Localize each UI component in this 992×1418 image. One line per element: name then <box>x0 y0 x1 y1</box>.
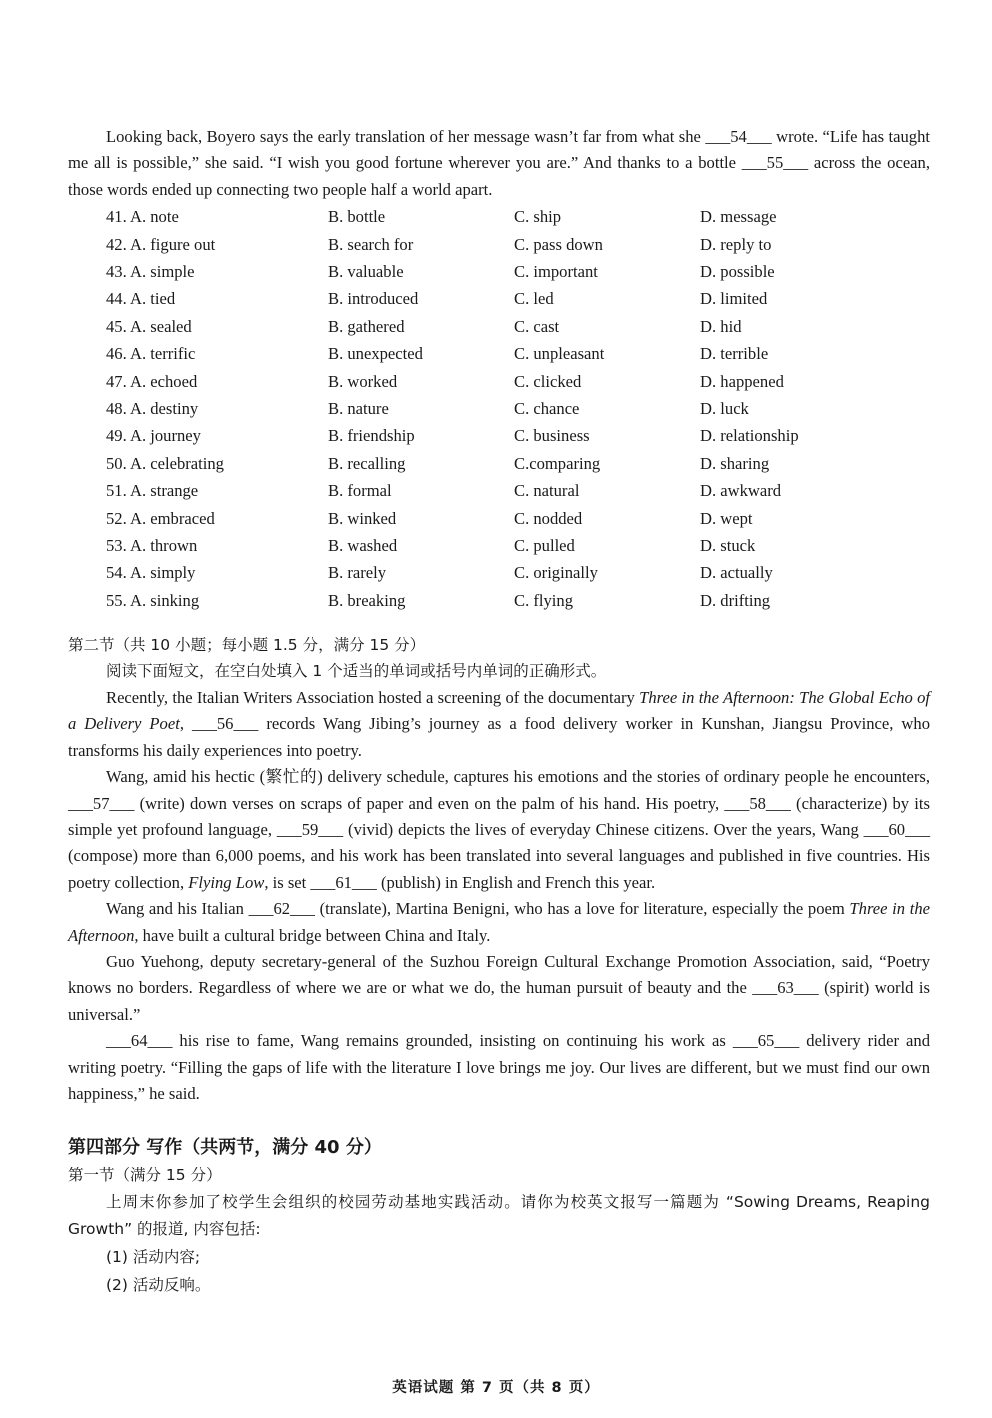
option-b: B. introduced <box>328 289 419 309</box>
option-row <box>106 505 930 532</box>
option-a: 50. A. celebrating <box>106 453 224 473</box>
option-b: B. friendship <box>328 426 415 446</box>
option-c: C. pulled <box>514 535 575 555</box>
option-d: D. reply to <box>700 234 772 254</box>
option-d: D. stuck <box>700 535 756 555</box>
option-d: D. relationship <box>700 426 799 446</box>
option-row <box>106 559 930 586</box>
option-a: 42. A. figure out <box>106 234 216 254</box>
passage-closing-paragraph: Looking back, Boyero says the early translation of her message wasn’t far from what she ___54___ wrote. “Life has taught me all is possible,” she said. “I wish you good fortune wherever you are.” And thanks to a bottle ___55___ across the ocean, those words ended up connecting two people half a world apart. <box>68 127 930 199</box>
option-c: C. unpleasant <box>514 344 605 364</box>
option-row <box>106 231 930 258</box>
options-list <box>106 203 930 614</box>
option-d: D. limited <box>700 289 768 309</box>
option-c: C. natural <box>514 481 580 501</box>
option-row <box>106 258 930 285</box>
option-row <box>106 285 930 312</box>
option-a: 44. A. tied <box>106 289 176 309</box>
prompt-item-1: (1) 活动内容; <box>106 1247 201 1266</box>
option-d: D. happened <box>700 371 784 391</box>
option-b: B. unexpected <box>328 344 423 364</box>
option-b: B. bottle <box>328 207 386 227</box>
part-4-section-1: 第一节（满分 15 分） <box>68 1166 222 1185</box>
option-row <box>106 422 930 449</box>
option-c: C. pass down <box>514 234 603 254</box>
page-footer: 英语试题 第 7 页（共 8 页） <box>392 1380 600 1396</box>
option-d: D. drifting <box>700 590 771 610</box>
article-paragraph-5: ___64___ his rise to fame, Wang remains grounded, insisting on continuing his work as ___65___ delivery rider and writing poetry. “Filling the gaps of life with the literature I love brings me joy. Our lives are different, but we must find our own happiness,” he said. <box>68 1031 930 1103</box>
option-d: D. terrible <box>700 344 769 364</box>
option-c: C. flying <box>514 590 574 610</box>
part-4-title: 第四部分 写作（共两节，满分 40 分） <box>68 1137 382 1159</box>
option-d: D. possible <box>700 262 775 281</box>
option-c: C. business <box>514 426 590 446</box>
option-c: C. chance <box>514 398 580 418</box>
option-c: C. nodded <box>514 508 583 528</box>
article-p2-pre: Wang, amid his hectic (繁忙的) delivery schedule, captures his emotions and the stories of ordinary people he encounters, ___57___ (write) down verses on scraps of paper and even on the palm of his hand. His poetry, ___58___ (characterize) by its simple yet profound language, ___59___ (vivid) depicts the lives of everyday Chinese citizens. Over the years, Wang ___60___ (compose) more than 6,000 poems, and his work has been translated into several languages and published in five countries. His poetry collection, <box>68 767 930 892</box>
option-a: 54. A. simply <box>106 563 196 583</box>
option-d: D. actually <box>700 563 773 583</box>
option-a: 47. A. echoed <box>106 371 198 391</box>
collection-title: Flying Low <box>188 872 265 892</box>
option-c: C. originally <box>514 563 598 583</box>
option-a: 45. A. sealed <box>106 316 192 336</box>
option-b: B. breaking <box>328 590 406 610</box>
option-b: B. worked <box>328 371 398 391</box>
option-b: B. washed <box>328 535 398 555</box>
option-a: 41. A. note <box>106 207 179 227</box>
option-a: 46. A. terrific <box>106 344 196 364</box>
option-d: D. wept <box>700 508 753 528</box>
option-c: C. ship <box>514 207 562 227</box>
article-p1-pre: Recently, the Italian Writers Association hosted a screening of the documentary <box>106 687 640 707</box>
option-row <box>106 395 930 422</box>
option-d: D. luck <box>700 398 749 418</box>
option-row <box>106 587 930 614</box>
option-a: 52. A. embraced <box>106 508 215 528</box>
article-paragraph-1 <box>68 685 930 764</box>
option-a: 48. A. destiny <box>106 398 199 418</box>
option-d: D. sharing <box>700 453 770 473</box>
option-b: B. winked <box>328 508 397 528</box>
option-b: B. rarely <box>328 563 387 583</box>
option-row <box>106 340 930 367</box>
option-c: C. important <box>514 262 598 281</box>
article-p3-post: , have built a cultural bridge between China and Italy. <box>134 925 491 945</box>
option-d: D. awkward <box>700 481 782 501</box>
option-c: C. clicked <box>514 371 582 391</box>
option-c: C.comparing <box>514 453 601 473</box>
option-b: B. formal <box>328 481 392 501</box>
option-b: B. valuable <box>328 262 404 281</box>
option-d: D. hid <box>700 316 742 336</box>
article-p3-pre: Wang and his Italian ___62___ (translate), Martina Benigni, who has a love for literature, especially the poem <box>106 899 850 919</box>
article-p2-post: , is set ___61___ (publish) in English and French this year. <box>264 872 656 892</box>
exam-page <box>68 124 930 1299</box>
section-2 <box>68 632 930 1107</box>
poem-title: Three in the Afternoon <box>68 899 930 945</box>
option-row <box>106 313 930 340</box>
article-paragraph-2 <box>68 764 930 896</box>
option-row <box>106 477 930 504</box>
article-p1-post: , ___56___ records Wang Jibing’s journey as a food delivery worker in Kunshan, Jiangsu Province, who transforms his daily experiences into poetry. <box>68 714 930 760</box>
option-a: 55. A. sinking <box>106 590 200 610</box>
section-2-heading: 第二节（共 10 小题；每小题 1.5 分，满分 15 分） <box>68 636 426 655</box>
option-b: B. nature <box>328 398 389 418</box>
prompt-item-2: (2) 活动反响。 <box>106 1275 211 1294</box>
option-row <box>106 368 930 395</box>
writing-prompt: 上周末你参加了校学生会组织的校园劳动基地实践活动。请你为校英文报写一篇题为 “Sowing Dreams, Reaping Growth” 的报道, 内容包括: <box>68 1192 930 1238</box>
option-a: 51. A. strange <box>106 481 199 501</box>
article-paragraph-4: Guo Yuehong, deputy secretary-general of the Suzhou Foreign Cultural Exchange Promotion Association, said, “Poetry knows no borders. Regardless of where we are or what we do, the human pursuit of beauty and the ___63___ (spirit) world is universal.” <box>68 951 930 1024</box>
article-paragraph-3 <box>68 896 930 949</box>
option-row <box>106 450 930 477</box>
option-b: B. search for <box>328 234 414 254</box>
option-b: B. recalling <box>328 453 406 473</box>
option-a: 49. A. journey <box>106 426 201 446</box>
option-row <box>106 203 930 230</box>
option-c: C. led <box>514 289 554 309</box>
option-row <box>106 532 930 559</box>
option-a: 53. A. thrown <box>106 535 198 555</box>
section-2-instruction: 阅读下面短文，在空白处填入 1 个适当的单词或括号内单词的正确形式。 <box>106 662 607 681</box>
option-c: C. cast <box>514 316 560 336</box>
option-a: 43. A. simple <box>106 262 195 281</box>
documentary-title: Three in the Afternoon: The Global Echo of a Delivery Poet <box>68 687 930 734</box>
option-b: B. gathered <box>328 316 405 336</box>
option-d: D. message <box>700 207 777 227</box>
